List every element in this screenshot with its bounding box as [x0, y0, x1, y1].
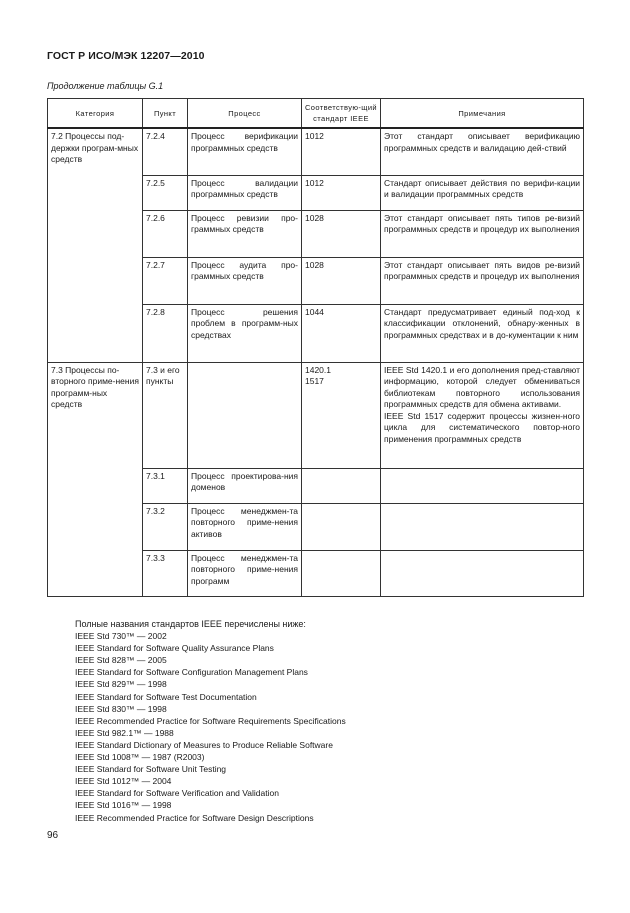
notes-cell: Стандарт предусматривает единый под-ход к классификации отклонений, обнару-женных в программных средствах и в до-кументации к ним [381, 304, 584, 362]
process-cell: Процесс менеджмен-та повторного приме-нения программ [188, 550, 302, 596]
standard-cell: 1012 [302, 128, 381, 175]
column-header-category: Категория [48, 99, 143, 129]
process-cell: Процесс решения проблем в программ-ных средствах [188, 304, 302, 362]
page-number: 96 [47, 830, 59, 841]
column-header-notes: Примечания [381, 99, 584, 129]
notes-cell: IEEE Std 1420.1 и его дополнения пред-ставляют информацию, которой следует обмениваться библиотекам повторного использования программных средств для обмена активами. IEEE Std 1517 содержит процессы жизнен-ного цикла для систематического повтор-ного применения программных средств [381, 362, 584, 468]
reference-line: IEEE Standard for Software Configuration Management Plans [75, 667, 308, 678]
reference-line: IEEE Std 829™ — 1998 [75, 679, 167, 690]
notes-cell [381, 550, 584, 596]
standard-cell: 1420.1 1517 [302, 362, 381, 468]
references-intro: Полные названия стандартов IEEE перечислены ниже: [75, 619, 306, 629]
standards-table [47, 98, 584, 597]
item-cell: 7.3 и его пункты [143, 362, 188, 468]
reference-line: IEEE Std 828™ — 2005 [75, 655, 167, 666]
item-cell: 7.2.7 [143, 257, 188, 304]
process-cell: Процесс аудита про-граммных средств [188, 257, 302, 304]
reference-line: IEEE Std 1008™ — 1987 (R2003) [75, 752, 205, 763]
notes-cell [381, 503, 584, 550]
process-cell: Процесс проектирова-ния доменов [188, 468, 302, 503]
reference-line: IEEE Std 730™ — 2002 [75, 631, 167, 642]
reference-line: IEEE Standard for Software Verification and Validation [75, 788, 279, 799]
item-cell: 7.2.5 [143, 175, 188, 210]
item-cell: 7.2.4 [143, 128, 188, 175]
standard-cell [302, 503, 381, 550]
table-caption: Продолжение таблицы G.1 [47, 81, 164, 91]
notes-cell: Этот стандарт описывает пять типов ре-визий программных средств и процедур их выполнения [381, 210, 584, 257]
standard-cell: 1012 [302, 175, 381, 210]
reference-line: IEEE Standard for Software Test Documentation [75, 691, 257, 702]
notes-cell: Стандарт описывает действия по верифи-кации и валидации программных средств [381, 175, 584, 210]
reference-line: IEEE Standard Dictionary of Measures to Produce Reliable Software [75, 739, 333, 750]
reference-line: IEEE Standard for Software Unit Testing [75, 764, 227, 775]
item-cell: 7.2.6 [143, 210, 188, 257]
reference-line: IEEE Std 830™ — 1998 [75, 703, 167, 714]
table-header-row [48, 99, 584, 129]
document-header: ГОСТ Р ИСО/МЭК 12207—2010 [47, 50, 205, 62]
item-cell: 7.2.8 [143, 304, 188, 362]
column-header-process: Процесс [188, 99, 302, 129]
standard-cell: 1028 [302, 257, 381, 304]
reference-line: IEEE Std 1012™ — 2004 [75, 776, 172, 787]
column-header-standard: Соответствую-щий стандарт IEEE [302, 99, 381, 129]
process-cell: Процесс валидации программных средств [188, 175, 302, 210]
references-list [75, 618, 346, 824]
table-row [48, 128, 584, 175]
table-row [48, 362, 584, 468]
process-cell: Процесс менеджмен-та повторного приме-нения активов [188, 503, 302, 550]
reference-line: IEEE Recommended Practice for Software Design Descriptions [75, 812, 314, 823]
standard-cell [302, 468, 381, 503]
notes-cell: Этот стандарт описывает пять видов ре-визий программных средств и процедур их выполнения [381, 257, 584, 304]
reference-line: IEEE Standard for Software Quality Assurance Plans [75, 643, 274, 654]
reference-line: IEEE Recommended Practice for Software Requirements Specifications [75, 715, 346, 726]
standard-cell: 1044 [302, 304, 381, 362]
category-cell: 7.2 Процессы под-держки програм-мных средств [48, 128, 143, 362]
standard-cell [302, 550, 381, 596]
notes-cell [381, 468, 584, 503]
item-cell: 7.3.3 [143, 550, 188, 596]
column-header-item: Пункт [143, 99, 188, 129]
process-cell: Процесс верификации программных средств [188, 128, 302, 175]
reference-line: IEEE Std 1016™ — 1998 [75, 800, 172, 811]
standard-cell: 1028 [302, 210, 381, 257]
item-cell: 7.3.2 [143, 503, 188, 550]
notes-cell: Этот стандарт описывает верификацию программных средств и валидацию дей-ствий [381, 128, 584, 175]
reference-line: IEEE Std 982.1™ — 1988 [75, 727, 174, 738]
process-cell: Процесс ревизии про-граммных средств [188, 210, 302, 257]
category-cell: 7.3 Процессы по-вторного приме-нения программ-ных средств [48, 362, 143, 596]
item-cell: 7.3.1 [143, 468, 188, 503]
process-cell [188, 362, 302, 468]
